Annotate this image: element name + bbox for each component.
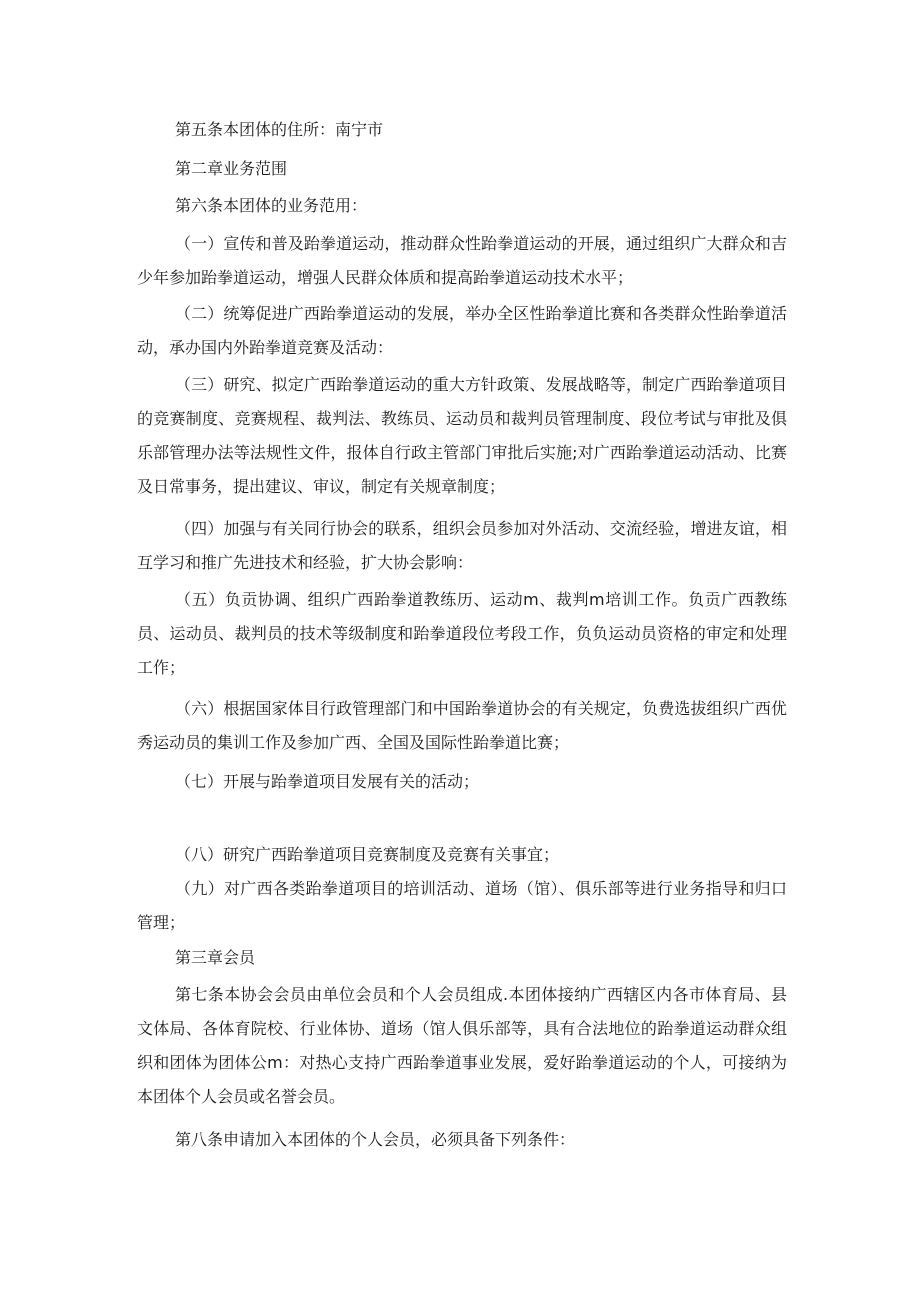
article-5-address: 第五条本团体的住所：南宁市 <box>175 120 384 139</box>
article-6-item-8: （八）研究广西跆拳道项目竞赛制度及竞赛有关事宜； <box>175 845 560 864</box>
chapter-3-heading: 第三章会员 <box>175 948 256 967</box>
article-6-item-6: （六）根据国家体目行政管理部门和中国跆拳道协会的有关规定，负费选拔组织广西优秀运动员的集训工作及参加广西、全国及国际性跆拳道比赛； <box>137 699 787 752</box>
article-6-heading: 第六条本团体的业务范用： <box>175 196 368 215</box>
article-6-item-3: （三）研究、拟定广西跆拳道运动的重大方针政策、发展战略等，制定广西跆拳道项目的竞赛制度、竞赛规程、裁判法、教练员、运动员和裁判员管理制度、段位考试与审批及俱乐部管理办法等法规性文件，报体自行政主管部门审批后实施;对广西跆拳道运动活动、比赛及日常事务，提出建议、审议，制定有关规章制度； <box>137 375 787 496</box>
article-8: 第八条申请加入本团体的个人会员，必须具备下列条件： <box>175 1130 576 1149</box>
article-6-item-5: （五）负贡协调、组织广西跆拳道教练历、运动m、裁判m培训工作。负贡广西教练员、运动员、裁判员的技术等级制度和跆拳道段位考段工作，负负运动员资格的审定和处理工作； <box>137 590 787 677</box>
article-7: 第七条本协会会员由单位会员和个人会员组成.本团体接纳广西辖区内各市体育局、县文体局、各体育院校、行业体协、道场（馆人俱乐部等，具有合法地位的跆拳道运动群众组织和团体为团体公m：对热心支持广西跆拳道事业发展，爱好跆拳道运动的个人，可接纳为本团体个人会员或名誉会员。 <box>137 985 787 1106</box>
chapter-2-heading: 第二章业务范围 <box>175 159 288 178</box>
article-6-item-1: （一）宣传和普及跆拳道运动，推动群众性跆拳道运动的开展，通过组织广大群众和吉少年参加跆拳道运动，增强人民群众体质和提高跆拳道运动技术水平； <box>137 234 787 287</box>
article-6-item-9: （九）对广西各类跆拳道项目的培训活动、道场（馆）、俱乐部等进行业务指导和归口管理； <box>137 879 787 932</box>
article-6-item-7: （七）开展与跆拳道项目发展有关的活动； <box>175 772 480 791</box>
article-6-item-2: （二）统筹促进广西跆拳道运动的发展，举办全区性跆拳道比赛和各类群众性跆拳道活动，承办国内外跆拳道竞赛及活动： <box>137 304 787 357</box>
article-6-item-4: （四）加强与有关同行协会的联系，组织会员参加对外活动、交流经验，增进友谊，相互学习和推广先进技术和经验，扩大协会影响： <box>137 519 787 572</box>
